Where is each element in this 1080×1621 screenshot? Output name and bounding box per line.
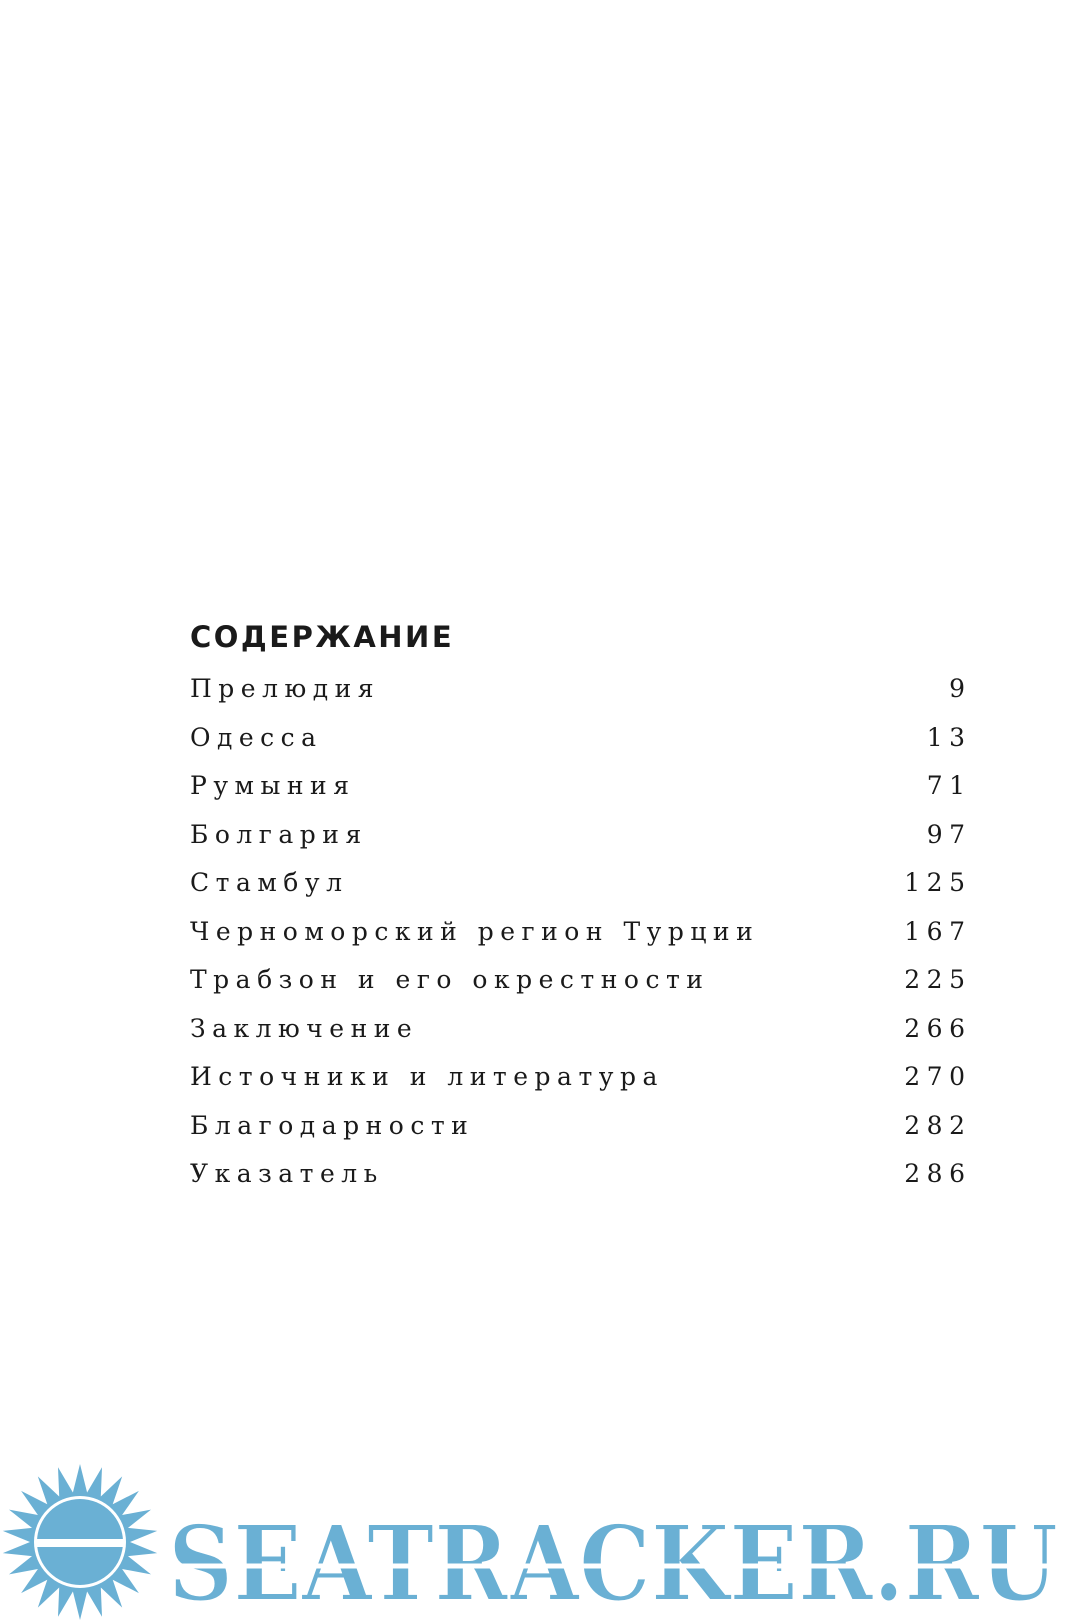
watermark-text: SEATRACKER.RU — [168, 1502, 1058, 1621]
toc-entry-label: Указатель — [190, 1159, 384, 1188]
watermark — [0, 1462, 1080, 1621]
toc-entry-label: Черноморский регион Турции — [190, 916, 760, 946]
toc-entry-page: 125 — [904, 868, 972, 897]
table-of-contents — [190, 615, 972, 1199]
toc-entry-page: 97 — [926, 819, 972, 849]
toc-entry-page: 286 — [904, 1159, 972, 1188]
toc-entry-label: Румыния — [190, 771, 356, 800]
sun-burst-icon — [3, 1464, 157, 1620]
toc-entry-label: Болгария — [190, 819, 368, 849]
toc-entry — [190, 714, 972, 763]
toc-entry — [190, 859, 972, 908]
toc-entry — [190, 1150, 972, 1199]
toc-entry — [190, 762, 972, 811]
toc-entry-page: 167 — [904, 916, 972, 946]
toc-entry-page: 266 — [904, 1013, 972, 1043]
toc-entry — [190, 1053, 972, 1102]
toc-entry-page: 225 — [904, 965, 972, 994]
toc-entry-label: Источники и литература — [190, 1062, 664, 1091]
toc-entry-page: 71 — [926, 771, 972, 800]
toc-title: СОДЕРЖАНИЕ — [190, 620, 455, 654]
toc-entry-label: Заключение — [190, 1013, 419, 1043]
toc-entry — [190, 956, 972, 1005]
toc-entry-label: Благодарности — [190, 1110, 475, 1140]
toc-entry-label: Одесса — [190, 722, 323, 752]
toc-entry — [190, 1005, 972, 1054]
toc-entry-label: Прелюдия — [190, 674, 381, 703]
toc-entry-page: 9 — [949, 674, 972, 703]
toc-entry-page: 270 — [904, 1062, 972, 1091]
toc-entry-page: 13 — [926, 722, 972, 752]
toc-entry — [190, 665, 972, 714]
toc-list — [190, 665, 972, 1199]
toc-entry — [190, 908, 972, 957]
toc-entry — [190, 1102, 972, 1151]
toc-entry-label: Стамбул — [190, 868, 349, 897]
toc-entry-label: Трабзон и его окрестности — [190, 965, 710, 994]
toc-entry — [190, 811, 972, 860]
toc-entry-page: 282 — [904, 1110, 972, 1140]
